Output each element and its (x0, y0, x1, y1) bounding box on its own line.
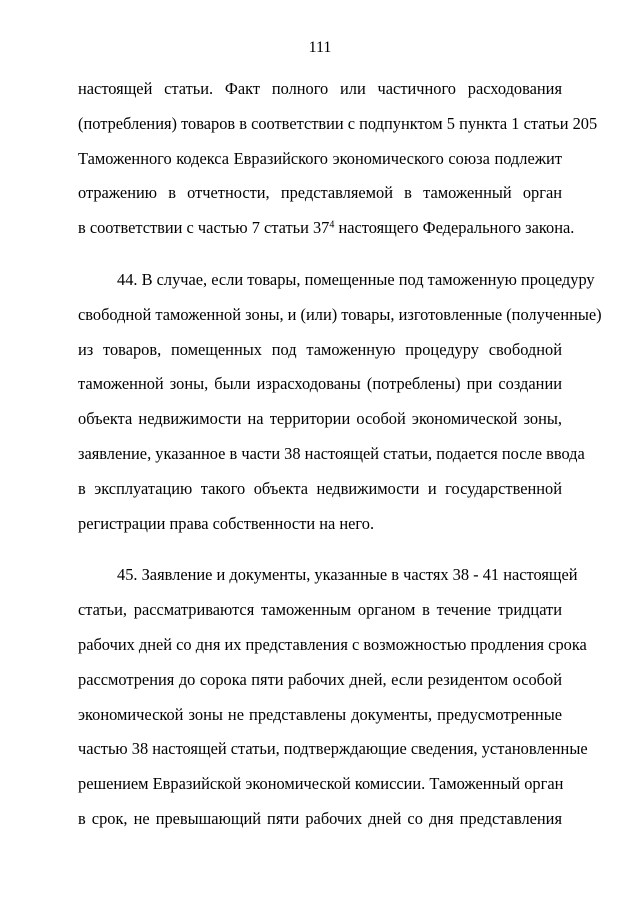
text-line: отражению в отчетности, представляемой в таможенный орган (78, 183, 562, 203)
text-line: объекта недвижимости на территории особой экономической зоны, (78, 409, 562, 429)
text-line-with-footnote (78, 211, 575, 246)
paragraph-gap (78, 246, 562, 263)
text-line: экономической зоны не представлены документы, предусмотренные (78, 704, 562, 724)
text-line: рассмотрения до сорока пяти рабочих дней, если резидентом особой (78, 669, 562, 689)
text-fragment: настоящего Федерального закона. (334, 218, 575, 238)
paragraph-continuation (78, 72, 598, 246)
text-line: настоящей статьи. Факт полного или частичного расходования (78, 79, 562, 98)
paragraph-gap (78, 541, 562, 558)
text-line: статьи, рассматриваются таможенным органом в течение тридцати (78, 600, 562, 620)
text-line: в эксплуатацию такого объекта недвижимости и государственной (78, 478, 562, 498)
text-line: (потребления) товаров в соответствии с подпунктом 5 пункта 1 статьи 205 (78, 113, 598, 133)
text-line: свободной таможенной зоны, и (или) товары, изготовленные (полученные) (78, 304, 602, 324)
paragraph-45 (78, 558, 588, 836)
text-line: 45. Заявление и документы, указанные в частях 38 - 41 настоящей (117, 565, 578, 585)
document-body (78, 72, 602, 837)
text-line: таможенной зоны, были израсходованы (потреблены) при создании (78, 374, 562, 394)
text-line: рабочих дней со дня их представления с возможностью продления срока (78, 634, 587, 654)
text-line: частью 38 настоящей статьи, подтверждающие сведения, установленные (78, 739, 588, 759)
text-line: регистрации права собственности на него. (78, 513, 375, 533)
text-line: заявление, указанное в части 38 настоящей статьи, подается после ввода (78, 443, 585, 463)
text-fragment: в соответствии с частью 7 статьи 37 (78, 218, 330, 238)
text-line: в срок, не превышающий пяти рабочих дней со дня представления (78, 808, 562, 828)
text-line: 44. В случае, если товары, помещенные под таможенную процедуру (117, 269, 595, 289)
text-line: Таможенного кодекса Евразийского экономического союза подлежит (78, 148, 562, 168)
footnote-superscript: 4 (329, 219, 335, 231)
text-line: решением Евразийской экономической комиссии. Таможенный орган (78, 774, 564, 794)
text-line: из товаров, помещенных под таможенную процедуру свободной (78, 339, 562, 359)
page-number: 111 (308, 39, 332, 56)
paragraph-44 (78, 263, 602, 541)
